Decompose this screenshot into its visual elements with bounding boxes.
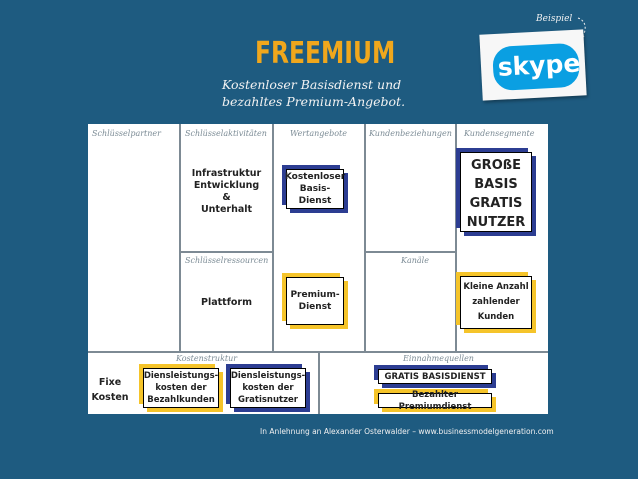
subtitle-line-1: Kostenloser Basisdienst und bbox=[222, 77, 402, 92]
segment-free-users: GROßE BASIS GRATIS NUTZER bbox=[460, 152, 532, 232]
skype-logo bbox=[492, 43, 580, 91]
cost-free-users: Diensleistungs- kosten der Gratisnutzer bbox=[230, 368, 306, 408]
example-label: Beispiel bbox=[536, 14, 573, 24]
resources-text: Plattform bbox=[201, 297, 252, 308]
header-segments: Kundensegmente bbox=[464, 129, 535, 138]
header-cost: Kostenstruktur bbox=[176, 354, 238, 363]
subtitle bbox=[222, 76, 452, 110]
footer-credit: In Anlehnung an Alexander Osterwalder – www.businessmodelgeneration.com bbox=[260, 427, 554, 436]
header-revenue: Einnahmequellen bbox=[403, 354, 474, 363]
divider bbox=[318, 352, 320, 414]
header-channels: Kanäle bbox=[401, 256, 429, 265]
business-model-canvas bbox=[88, 124, 548, 414]
subtitle-line-2: bezahltes Premium-Angebot. bbox=[222, 94, 406, 109]
segment-paying-customers: Kleine Anzahl zahlender Kunden bbox=[460, 276, 532, 329]
revenue-paid-premium-service: Bezahlter Premiumdienst bbox=[378, 393, 492, 408]
value-free-basic-service: Kostenloser Basis-Dienst bbox=[286, 169, 344, 209]
page-title: FREEMIUM bbox=[255, 36, 396, 71]
divider bbox=[179, 251, 272, 253]
header-value: Wertangebote bbox=[290, 129, 348, 138]
divider bbox=[364, 124, 366, 352]
divider bbox=[88, 351, 548, 353]
cost-paying-customers: Diensleistungs- kosten der Bezahlkunden bbox=[143, 368, 219, 408]
header-activities: Schlüsselaktivitäten bbox=[185, 129, 267, 138]
header-partners: Schlüsselpartner bbox=[92, 129, 161, 138]
divider bbox=[455, 124, 457, 352]
divider bbox=[272, 124, 274, 352]
activities-text: Infrastruktur Entwicklung & Unterhalt bbox=[191, 168, 262, 215]
header-resources: Schlüsselressourcen bbox=[185, 256, 269, 265]
divider bbox=[179, 124, 181, 352]
fixed-costs-text: Fixe Kosten bbox=[91, 377, 129, 403]
skype-logo-card bbox=[479, 29, 586, 100]
header-relationships: Kundenbeziehungen bbox=[369, 129, 452, 138]
skype-logo-text: skype bbox=[496, 48, 582, 82]
value-premium-service: Premium- Dienst bbox=[286, 277, 344, 325]
revenue-free-basic-service: GRATIS BASISDIENST bbox=[378, 369, 492, 384]
divider bbox=[364, 251, 455, 253]
